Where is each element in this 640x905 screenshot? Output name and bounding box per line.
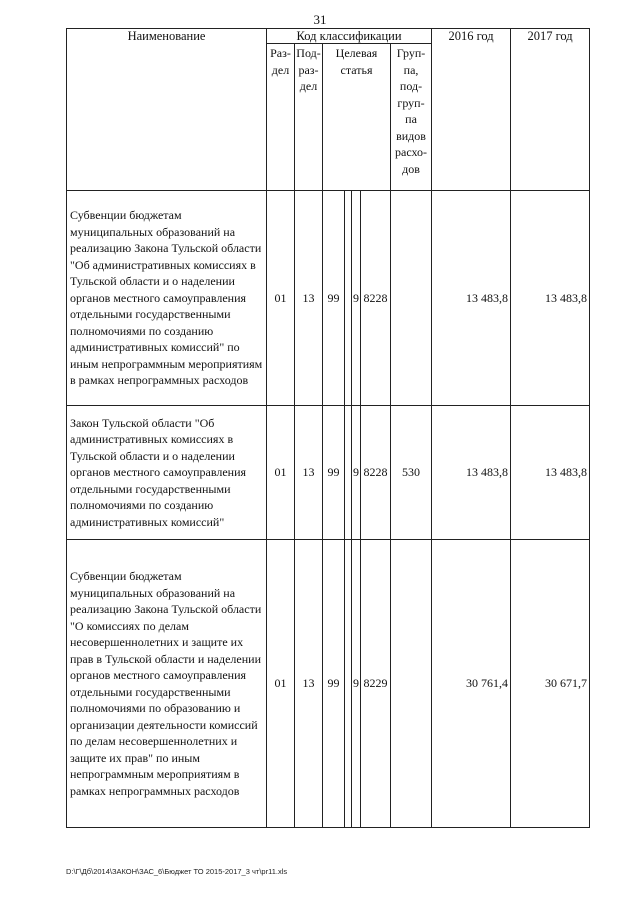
row-ts-blank xyxy=(345,191,352,406)
row-amount-2016: 13 483,8 xyxy=(432,191,511,406)
row-ts-direction: 8228 xyxy=(361,191,391,406)
row-name: Закон Тульской области "Об административных комиссиях в Тульской области и о наделении органов местного самоуправления отдельными государственными полномочиями по созданию административных комиссий" xyxy=(67,406,267,540)
row-ts-blank xyxy=(345,540,352,828)
header-expense-group-text: Груп- па, под- груп- па видов расхо- дов xyxy=(395,46,428,176)
header-razdel xyxy=(267,44,295,191)
row-amount-2017: 13 483,8 xyxy=(511,191,590,406)
row-name: Субвенции бюджетам муниципальных образований на реализацию Закона Тульской области "О комиссиях по делам несовершеннолетних и защите их прав в Тульской области и наделении органов местного самоуправления отдельными государственными полномочиями по образованию и организации деятельности комиссий по делам несовершеннолетних и защите их прав" по иным непрограммным мероприятиям в рамках непрограммных расходов xyxy=(67,540,267,828)
budget-table xyxy=(66,28,590,828)
table-row xyxy=(67,406,590,540)
row-amount-2016: 13 483,8 xyxy=(432,406,511,540)
row-expense-type xyxy=(391,540,432,828)
row-razdel: 01 xyxy=(267,191,295,406)
row-amount-2016: 30 761,4 xyxy=(432,540,511,828)
row-amount-2017: 13 483,8 xyxy=(511,406,590,540)
row-ts-sub: 9 xyxy=(352,191,361,406)
header-year-2017: 2017 год xyxy=(511,29,590,191)
row-ts-sub: 9 xyxy=(352,540,361,828)
file-path-footer: D:\Г\Дб\2014\ЗАКОН\ЗАС_6\Бюджет ТО 2015-2017_3 чт\pr11.xls xyxy=(66,867,288,876)
row-podrazdel: 13 xyxy=(295,406,323,540)
row-ts-program: 99 xyxy=(323,540,345,828)
row-amount-2017: 30 671,7 xyxy=(511,540,590,828)
row-ts-program: 99 xyxy=(323,406,345,540)
row-razdel: 01 xyxy=(267,540,295,828)
row-ts-direction: 8228 xyxy=(361,406,391,540)
row-name: Субвенции бюджетам муниципальных образований на реализацию Закона Тульской области "Об административных комиссиях в Тульской области и о наделении органов местного самоуправления отдельными государственными полномочиями по созданию административных комиссий" по иным непрограммным мероприятиям в рамках непрограммных расходов xyxy=(67,191,267,406)
row-expense-type: 530 xyxy=(391,406,432,540)
header-podrazdel-text: Под- раз- дел xyxy=(296,46,321,93)
header-target-article-text: Целевая статья xyxy=(335,46,378,77)
row-ts-sub: 9 xyxy=(352,406,361,540)
row-ts-blank xyxy=(345,406,352,540)
header-razdel-text: Раз- дел xyxy=(270,46,291,77)
header-expense-group xyxy=(391,44,432,191)
row-ts-direction: 8229 xyxy=(361,540,391,828)
row-podrazdel: 13 xyxy=(295,540,323,828)
page-number: 31 xyxy=(313,12,327,27)
header-target-article xyxy=(323,44,391,191)
header-podrazdel xyxy=(295,44,323,191)
table-row xyxy=(67,540,590,828)
header-year-2016: 2016 год xyxy=(432,29,511,191)
row-podrazdel: 13 xyxy=(295,191,323,406)
row-expense-type xyxy=(391,191,432,406)
header-code: Код классификации xyxy=(267,29,432,44)
row-ts-program: 99 xyxy=(323,191,345,406)
row-razdel: 01 xyxy=(267,406,295,540)
table-row xyxy=(67,191,590,406)
header-name: Наименование xyxy=(67,29,267,191)
